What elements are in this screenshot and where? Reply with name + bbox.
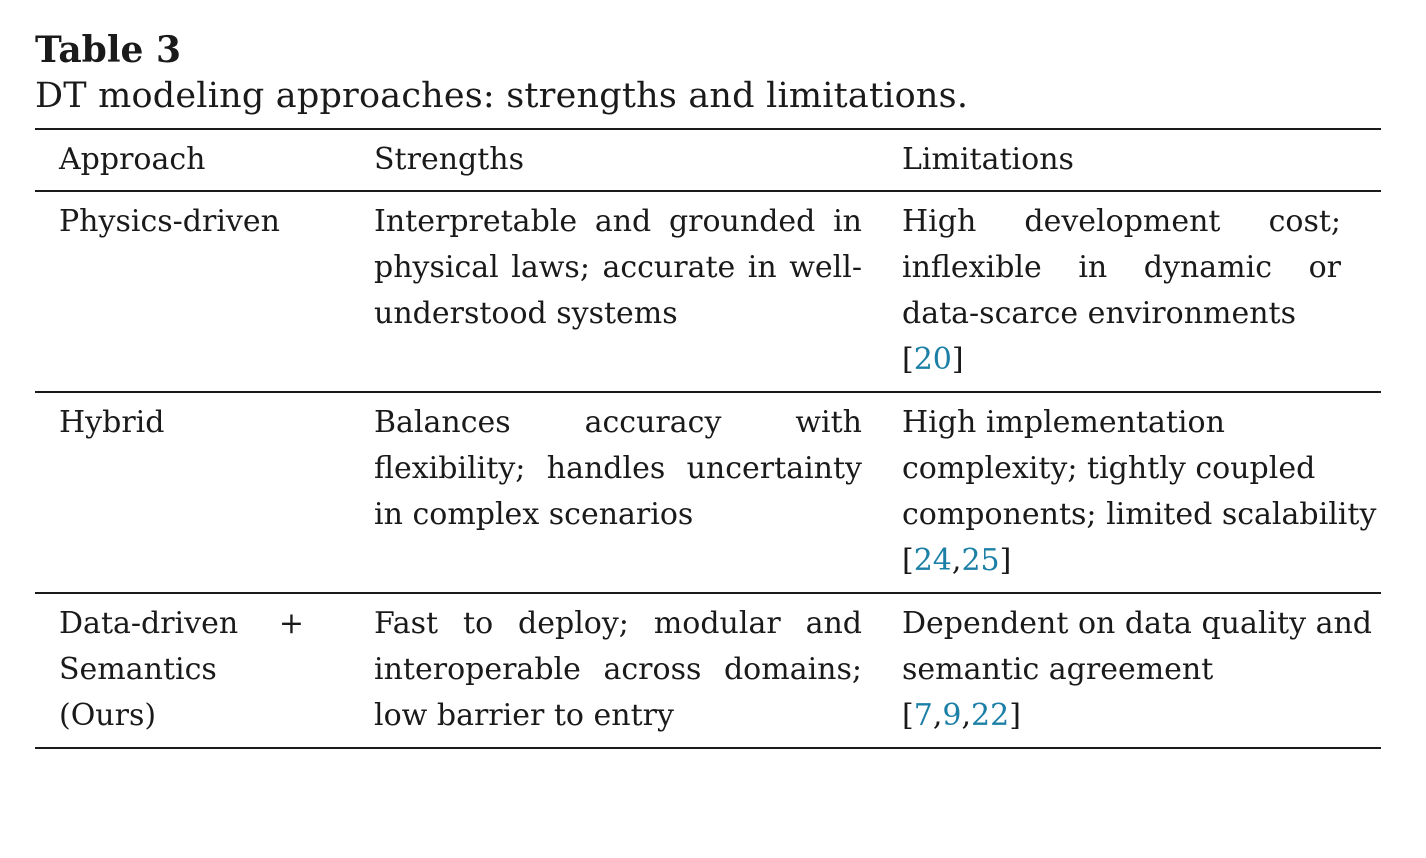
cell-limitations xyxy=(902,392,1381,593)
strengths-text: Fast to deploy; modular and interoperable across domains; low barrier to entry xyxy=(374,606,862,733)
citation-open-bracket: [ xyxy=(902,342,914,377)
cell-limitations xyxy=(902,593,1381,748)
table-row xyxy=(35,593,1381,748)
header-limitations: Limitations xyxy=(902,142,1074,177)
citation-close-bracket: ] xyxy=(999,543,1012,578)
header-strengths: Strengths xyxy=(374,142,524,177)
table-header-row xyxy=(35,129,1381,191)
comparison-table xyxy=(35,128,1381,749)
cell-strengths xyxy=(374,593,902,748)
citation-link[interactable]: 25 xyxy=(961,543,1000,578)
citation-open-bracket: [ xyxy=(902,543,914,578)
table-row xyxy=(35,191,1381,392)
header-approach: Approach xyxy=(59,142,206,177)
citation-close-bracket: ] xyxy=(951,342,964,377)
citation-link[interactable]: 24 xyxy=(913,543,952,578)
strengths-text: Balances accuracy with flexibility; handles uncertainty in complex scenarios xyxy=(374,405,862,532)
citation-link[interactable]: 7 xyxy=(913,698,933,733)
citation-separator: , xyxy=(951,543,962,578)
citation-link[interactable]: 22 xyxy=(971,698,1010,733)
citation-link[interactable]: 9 xyxy=(942,698,962,733)
citation-link[interactable]: 20 xyxy=(913,342,952,377)
strengths-text: Interpretable and grounded in physical laws; accurate in well-understood systems xyxy=(374,204,862,331)
cell-strengths xyxy=(374,392,902,593)
limitations-text: High development cost; inflexible in dynamic or data-scarce environments xyxy=(902,204,1341,331)
table-block xyxy=(35,28,1381,749)
limitations-text: Dependent on data quality and semantic agreement xyxy=(902,606,1372,687)
citation-separator: , xyxy=(961,698,971,733)
cell-approach xyxy=(35,191,374,392)
cell-approach xyxy=(35,593,374,748)
approach-text: Data-driven + Semantics (Ours) xyxy=(59,606,304,733)
table-row xyxy=(35,392,1381,593)
cell-limitations xyxy=(902,191,1381,392)
table-caption: DT modeling approaches: strengths and limitations. xyxy=(35,76,969,116)
approach-text: Physics-driven xyxy=(59,204,280,239)
cell-approach xyxy=(35,392,374,593)
citation-open-bracket: [ xyxy=(902,698,914,733)
approach-text: Hybrid xyxy=(59,405,165,440)
cell-strengths xyxy=(374,191,902,392)
citation-separator: , xyxy=(932,698,943,733)
limitations-text: High implementation complexity; tightly coupled components; limited scalability xyxy=(902,405,1377,532)
citation-close-bracket: ] xyxy=(1009,698,1021,733)
table-label: Table 3 xyxy=(35,29,182,71)
